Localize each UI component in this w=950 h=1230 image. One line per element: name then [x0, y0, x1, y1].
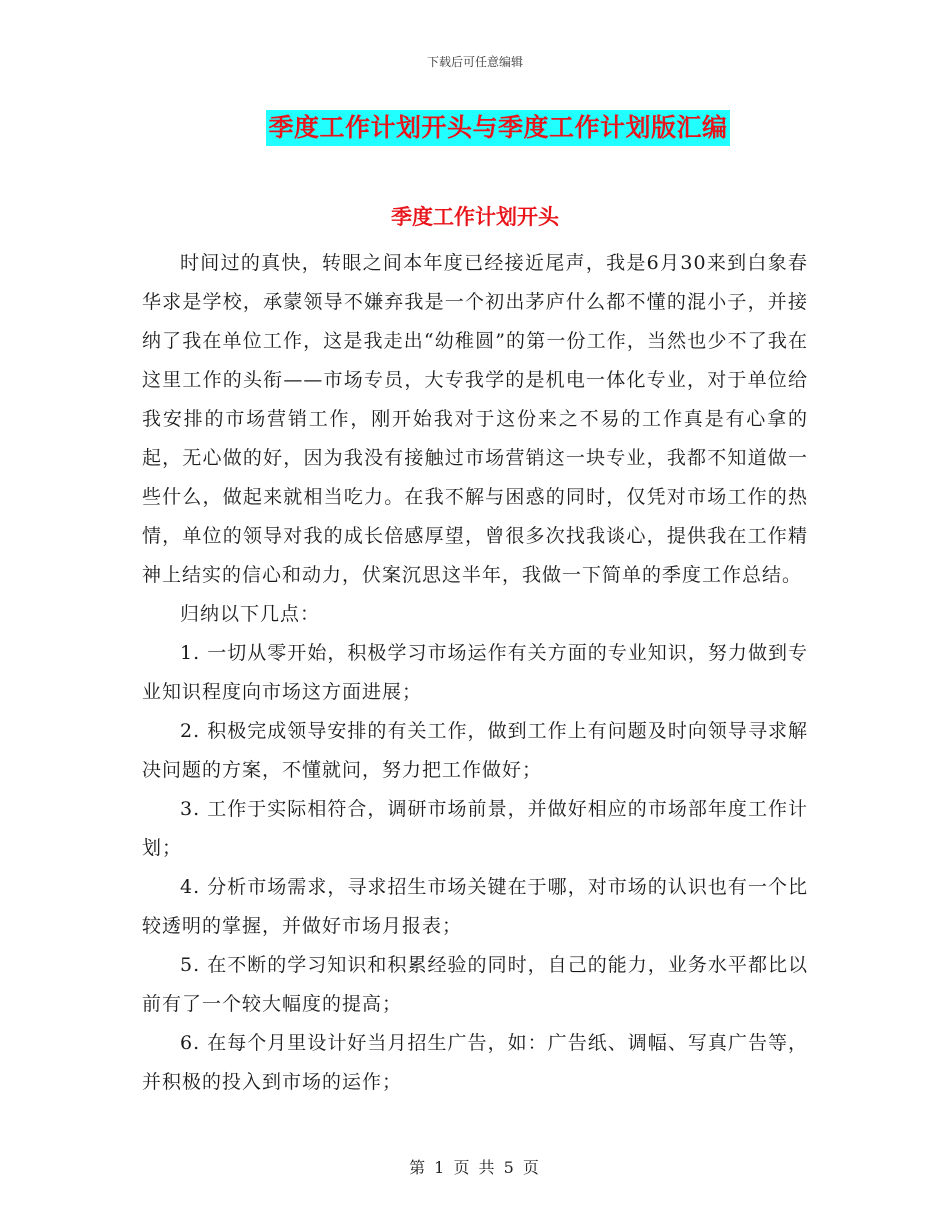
- list-item: 6. 在每个月里设计好当月招生广告，如：广告纸、调幅、写真广告等，并积极的投入到市场的运作；: [142, 1032, 808, 1093]
- section-title: 季度工作计划开头: [391, 205, 559, 229]
- list-item: 3. 工作于实际相符合，调研市场前景，并做好相应的市场部年度工作计划；: [142, 798, 808, 859]
- list-item: 1. 一切从零开始，积极学习市场运作有关方面的专业知识，努力做到专业知识程度向市场这方面进展；: [142, 642, 808, 703]
- list-item: 2. 积极完成领导安排的有关工作，做到工作上有问题及时向领导寻求解决问题的方案，不懂就问，努力把工作做好；: [142, 720, 808, 781]
- list-item: 5. 在不断的学习知识和积累经验的同时，自己的能力，业务水平都比以前有了一个较大幅度的提高；: [142, 954, 808, 1015]
- header-note: 下载后可任意编辑: [426, 55, 523, 69]
- paragraph-summary-lead: 归纳以下几点：: [180, 603, 321, 625]
- page-number-footer: 第 1 页 共 5 页: [409, 1158, 541, 1177]
- body-text: [142, 244, 808, 1102]
- paragraph-intro: 时间过的真快，转眼之间本年度已经接近尾声，我是6月30来到白象春华求是学校，承蒙领导不嫌弃我是一个初出茅庐什么都不懂的混小子，并接纳了我在单位工作，这是我走出“幼稚圆”的第一份工作，当然也少不了我在这里工作的头衔——市场专员，大专我学的是机电一体化专业，对于单位给我安排的市场营销工作，刚开始我对于这份来之不易的工作真是有心拿的起，无心做的好，因为我没有接触过市场营销这一块专业，我都不知道做一些什么，做起来就相当吃力。在我不解与困惑的同时，仅凭对市场工作的热情，单位的领导对我的成长倍感厚望，曾很多次找我谈心，提供我在工作精神上结实的信心和动力，伏案沉思这半年，我做一下简单的季度工作总结。: [142, 252, 808, 586]
- document-title-wrap: [0, 110, 950, 146]
- list-item: 4. 分析市场需求，寻求招生市场关键在于哪，对市场的认识也有一个比较透明的掌握，并做好市场月报表；: [142, 876, 808, 937]
- document-title: 季度工作计划开头与季度工作计划版汇编: [266, 110, 729, 146]
